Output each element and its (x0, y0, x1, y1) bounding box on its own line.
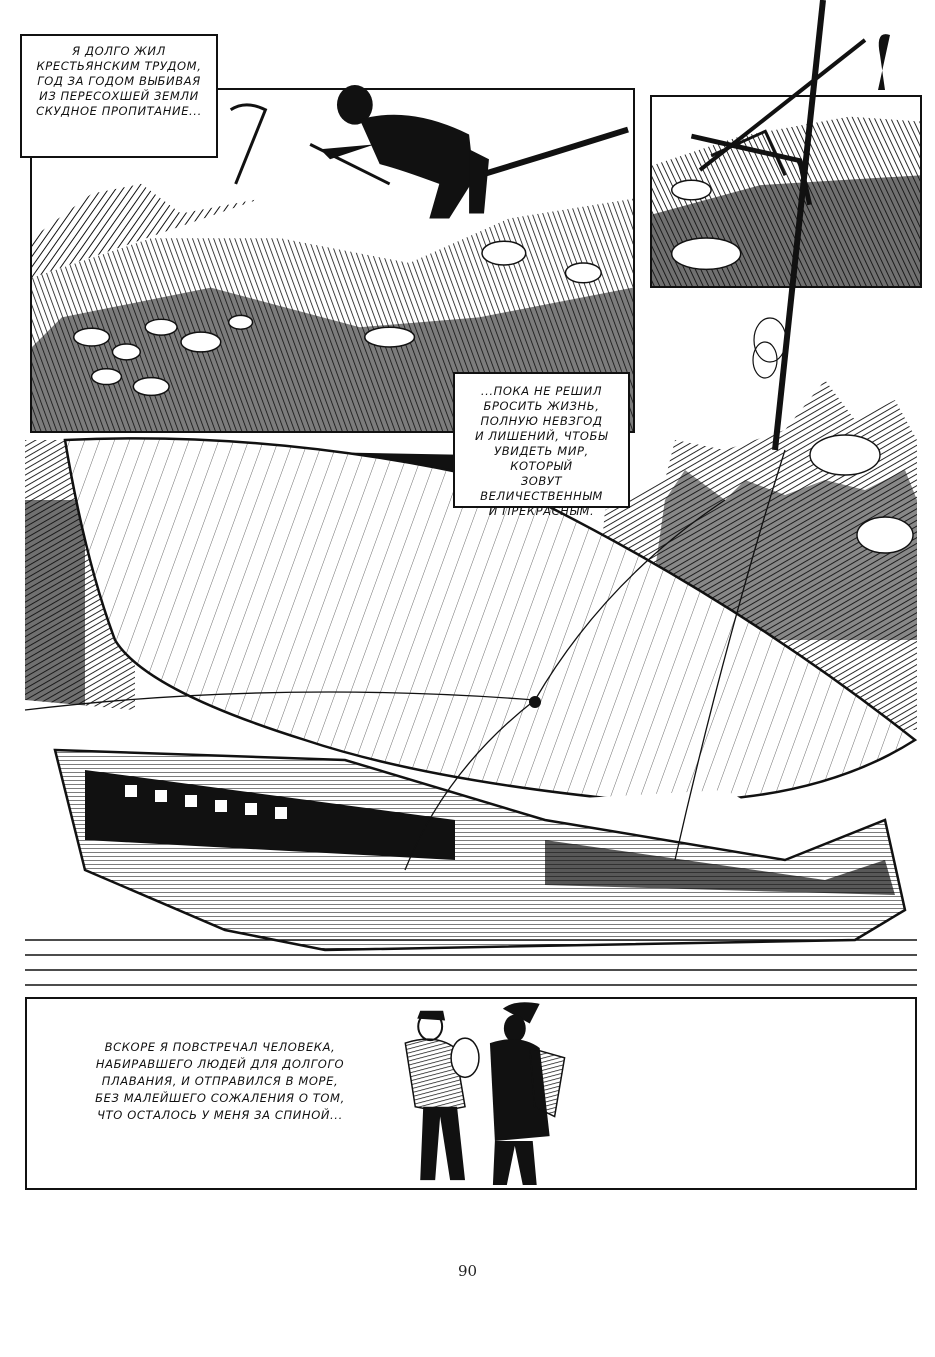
page-number: 90 (457, 1262, 478, 1280)
caption-meeting: ВСКОРЕ Я ПОВСТРЕЧАЛ ЧЕЛОВЕКА, НАБИРАВШЕГО ЛЮДЕЙ ДЛЯ ДОЛГОГО ПЛАВАНИЯ, И ОТПРАВИЛСЯ В МОРЕ, БЕЗ МАЛЕЙШЕГО СОЖАЛЕНИЯ О ТОМ, ЧТО ОСТАЛОСЬ У МЕНЯ ЗА СПИНОЙ... (95, 1040, 345, 1122)
caption-farmer: Я ДОЛГО ЖИЛ КРЕСТЬЯНСКИМ ТРУДОМ, ГОД ЗА ГОДОМ ВЫБИВАЯ ИЗ ПЕРЕСОХШЕЙ ЗЕМЛИ СКУДНОЕ ПРОПИТАНИЕ... (20, 34, 218, 158)
ship-illustration (25, 440, 917, 995)
panel-meeting (25, 997, 917, 1190)
caption-ship: ...ПОКА НЕ РЕШИЛ БРОСИТЬ ЖИЗНЬ, ПОЛНУЮ НЕВЗГОД И ЛИШЕНИЙ, ЧТОБЫ УВИДЕТЬ МИР, КОТОРЫЙ ЗОВУТ ВЕЛИЧЕСТВЕННЫМ И ПРЕКРАСНЫМ. (453, 372, 630, 508)
mast-illustration (640, 0, 840, 460)
panel-ship (25, 384, 917, 995)
